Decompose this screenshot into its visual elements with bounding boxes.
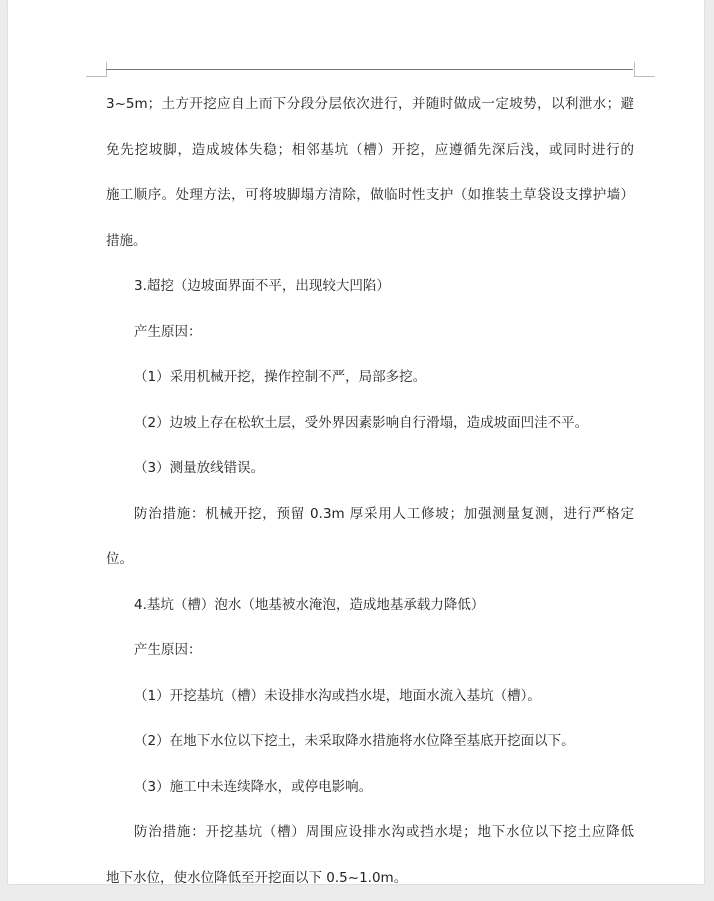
text-line: 免先挖坡脚，造成坡体失稳；相邻基坑（槽）开挖，应遵循先深后浅，或同时进行的 [106,128,634,174]
text-line: 措施。 [106,219,634,265]
text-line: （2）在地下水位以下挖土，未采取降水措施将水位降至基底开挖面以下。 [106,719,634,765]
text-line: 产生原因： [106,628,634,674]
text-line: （1）采用机械开挖，操作控制不严，局部多挖。 [106,355,634,401]
text-line: （3）施工中未连续降水，或停电影响。 [106,765,634,811]
text-line: 3~5m；土方开挖应自上而下分段分层依次进行，并随时做成一定坡势，以利泄水；避 [106,82,634,128]
text-line: 地下水位，使水位降低至开挖面以下 0.5~1.0m。 [106,856,634,901]
text-line: 3.超挖（边坡面界面不平，出现较大凹陷） [106,264,634,310]
text-line: 位。 [106,537,634,583]
text-line: （1）开挖基坑（槽）未设排水沟或挡水堤，地面水流入基坑（槽）。 [106,674,634,720]
text-line: 产生原因： [106,310,634,356]
text-line: 防治措施：开挖基坑（槽）周围应设排水沟或挡水堤；地下水位以下挖土应降低 [106,810,634,856]
document-body[interactable] [106,82,634,901]
margin-corner-mark-right [634,62,655,77]
text-line: （2）边坡上存在松软土层，受外界因素影响自行滑塌，造成坡面凹洼不平。 [106,401,634,447]
text-line: 4.基坑（槽）泡水（地基被水淹泡，造成地基承载力降低） [106,583,634,629]
document-page [8,0,704,884]
text-line: 施工顺序。处理方法，可将坡脚塌方清除，做临时性支护（如推装土草袋设支撑护墙） [106,173,634,219]
text-line: 防治措施：机械开挖，预留 0.3m 厚采用人工修坡；加强测量复测，进行严格定 [106,492,634,538]
header-rule [106,69,633,70]
margin-corner-mark-left [86,62,107,77]
text-line: （3）测量放线错误。 [106,446,634,492]
